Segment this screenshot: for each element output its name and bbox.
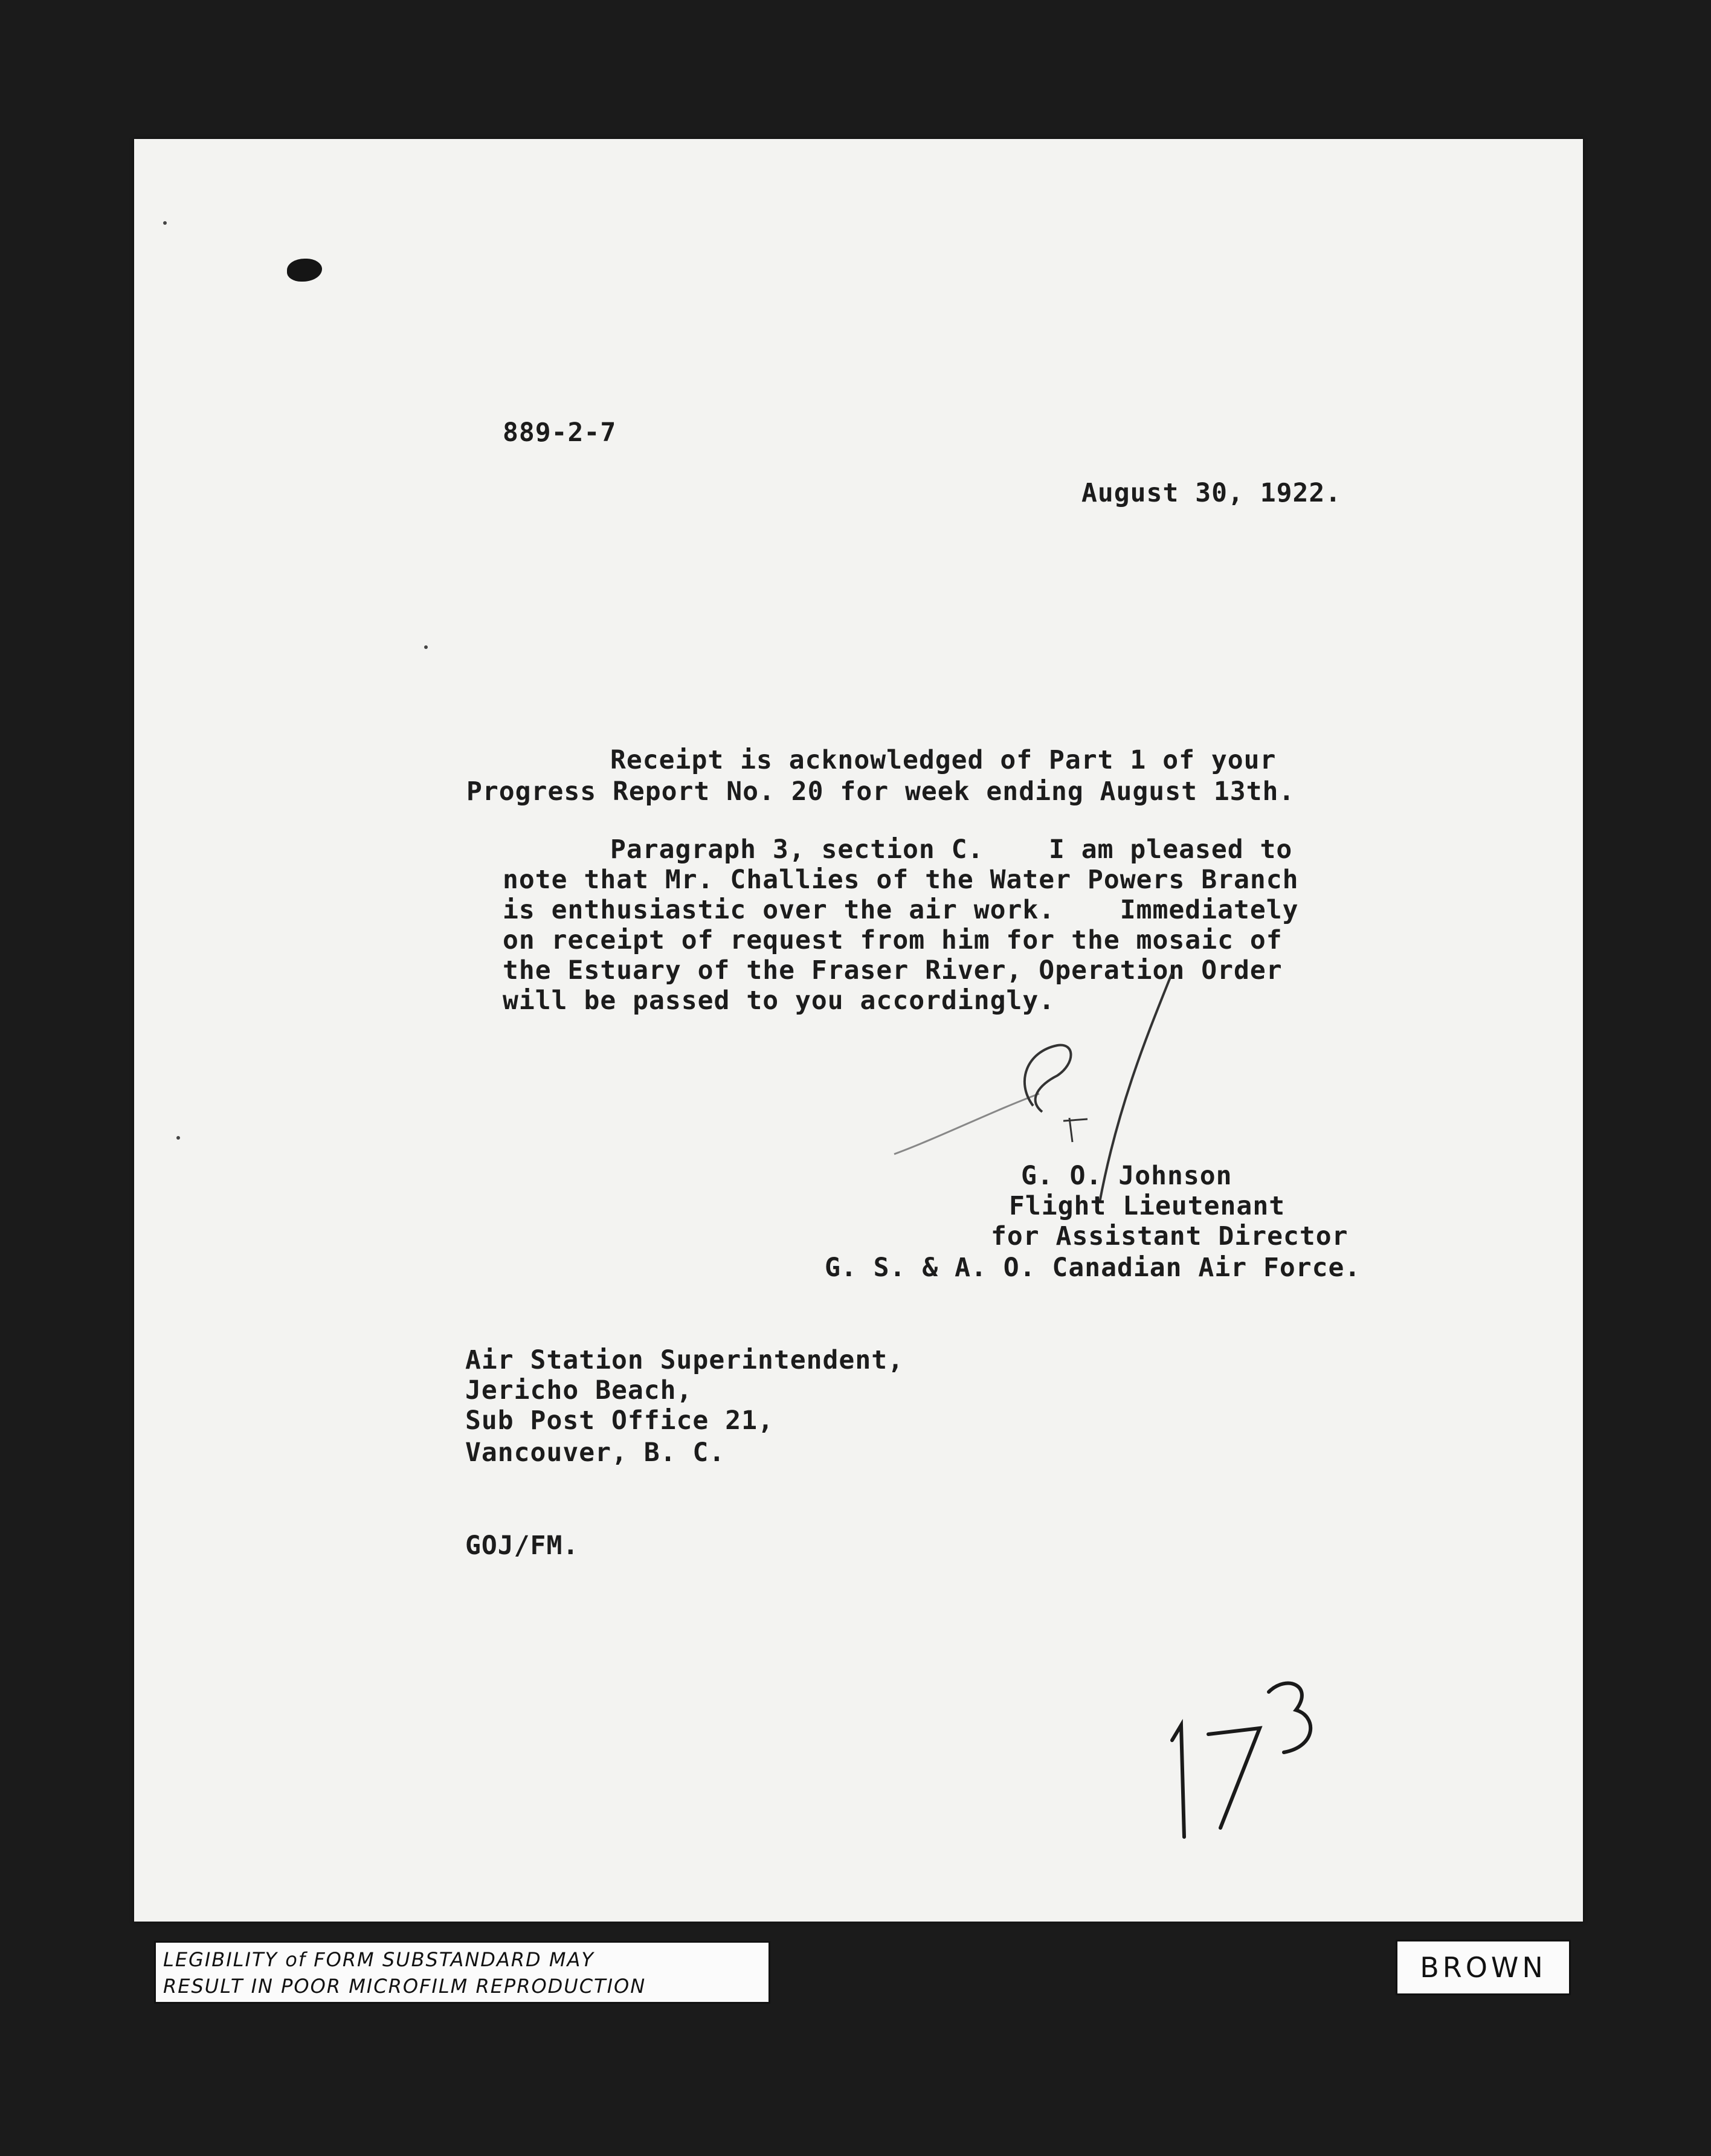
paper-speck — [424, 645, 428, 649]
file-reference: 889-2-7 — [503, 418, 617, 448]
ink-blot — [287, 259, 322, 282]
typist-initials: GOJ/FM. — [465, 1531, 579, 1561]
body-line: on receipt of request from him for the mosaic of — [503, 925, 1283, 955]
addressee-line: Air Station Superintendent, — [465, 1345, 904, 1375]
body-line: the Estuary of the Fraser River, Operation Order — [503, 955, 1283, 986]
legibility-notice-line: LEGIBILITY of FORM SUBSTANDARD MAY — [163, 1948, 594, 1971]
name-tag-label: BROWN — [1396, 1940, 1571, 1995]
paper-speck — [176, 1136, 180, 1140]
paper-speck — [163, 221, 167, 225]
legibility-notice-line: RESULT IN POOR MICROFILM REPRODUCTION — [163, 1975, 646, 1998]
body-line: note that Mr. Challies of the Water Powers Branch — [503, 865, 1299, 895]
addressee-line: Vancouver, B. C. — [465, 1438, 726, 1468]
addressee-line: Jericho Beach, — [465, 1375, 693, 1406]
handwritten-page-number — [1148, 1668, 1341, 1849]
legibility-notice-label — [154, 1941, 770, 2004]
signer-name: G. O. Johnson — [1021, 1161, 1232, 1191]
signer-capacity: for Assistant Director — [991, 1221, 1348, 1251]
body-line: will be passed to you accordingly. — [503, 986, 1055, 1016]
body-line: Receipt is acknowledged of Part 1 of your — [610, 745, 1277, 775]
body-line: Progress Report No. 20 for week ending August 13th. — [466, 776, 1295, 807]
signer-organization: G. S. & A. O. Canadian Air Force. — [825, 1253, 1361, 1283]
body-line: is enthusiastic over the air work. Immediately — [503, 895, 1299, 925]
letter-date: August 30, 1922. — [1081, 478, 1342, 508]
body-line: Paragraph 3, section C. I am pleased to — [610, 834, 1293, 865]
addressee-line: Sub Post Office 21, — [465, 1406, 774, 1436]
signer-rank: Flight Lieutenant — [1009, 1191, 1286, 1221]
